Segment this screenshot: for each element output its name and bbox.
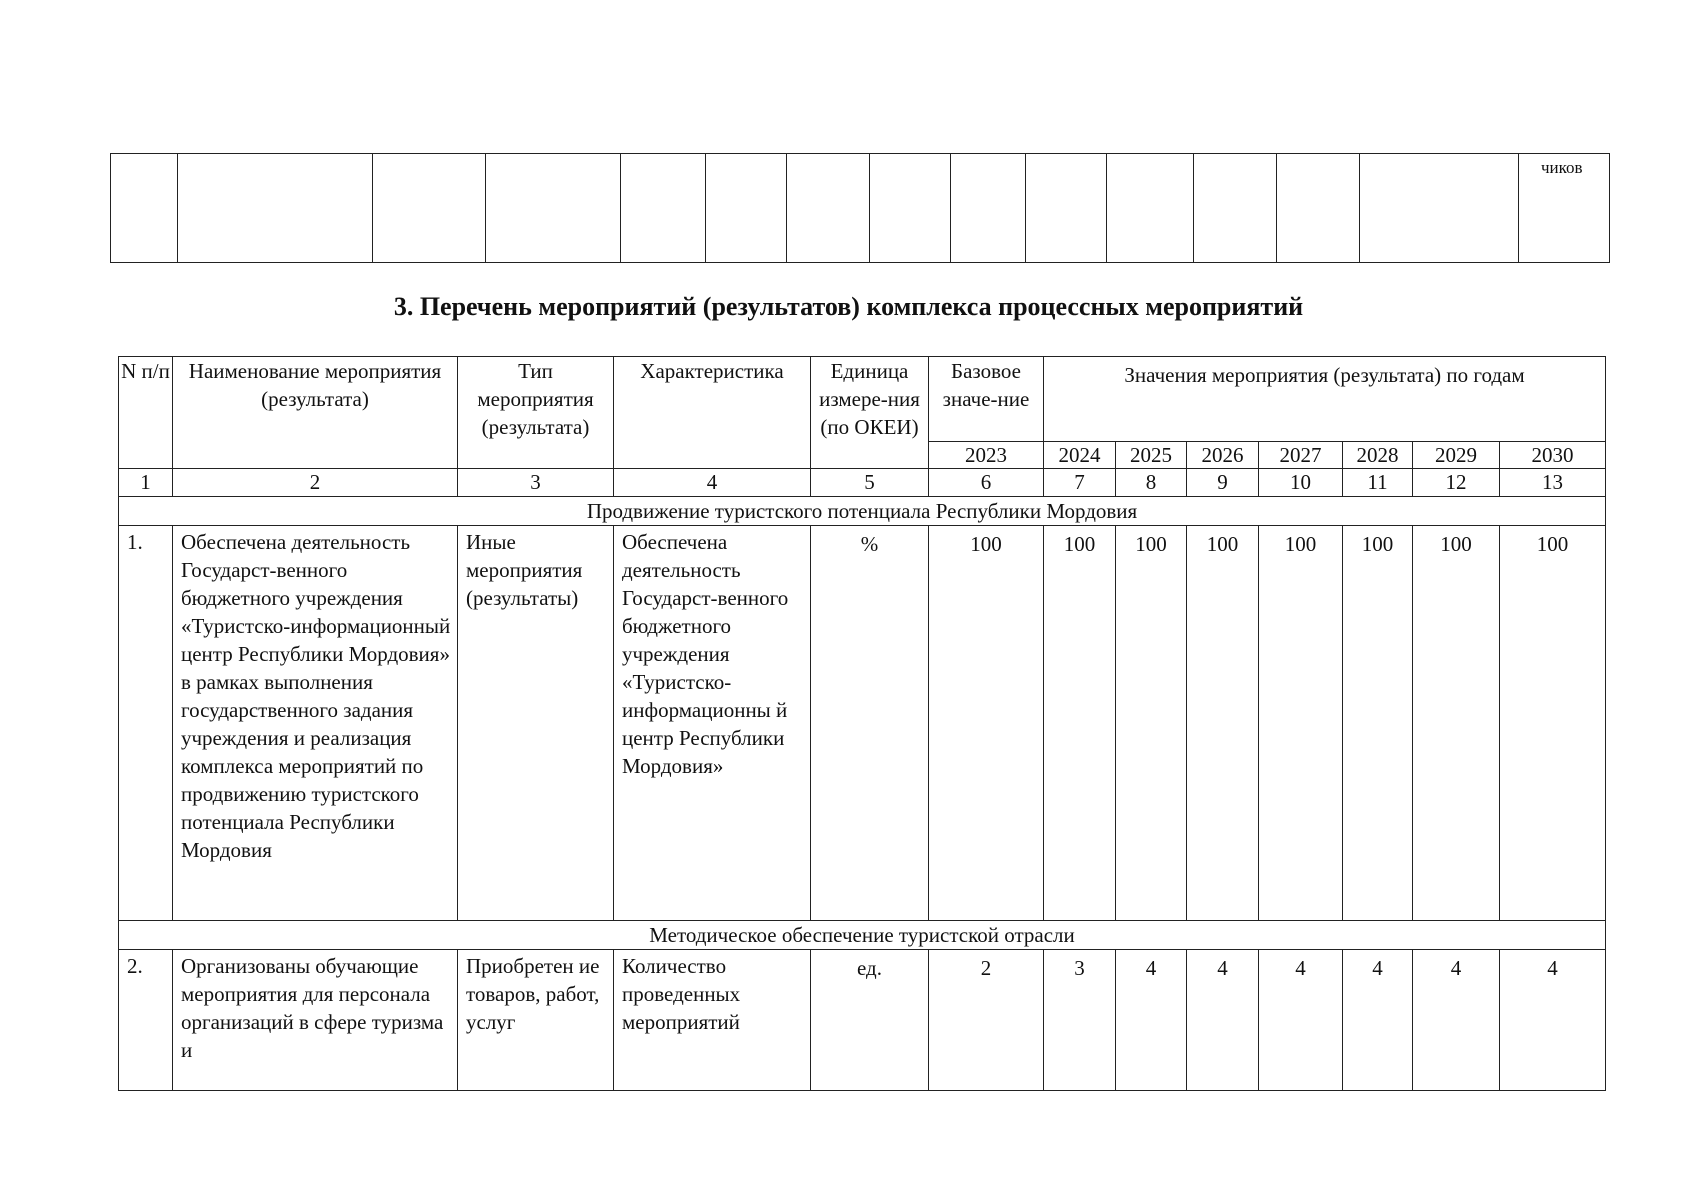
table-cell [1026, 154, 1107, 263]
table-row [119, 526, 1606, 921]
header-base-year: 2023 [929, 442, 1044, 469]
section-header-row [119, 497, 1606, 526]
table-cell [870, 154, 951, 263]
row-year-value: 4 [1343, 950, 1413, 1091]
column-number: 6 [929, 469, 1044, 497]
column-number: 4 [614, 469, 811, 497]
row-name: Обеспечена деятельность Государст-венного бюджетного учреждения «Туристско-информационный центр Республики Мордовия» в рамках выполнения государственного задания учреждения и реализация комплекса мероприятий по продвижению туристского потенциала Республики Мордовия [173, 526, 458, 921]
row-base-value: 100 [929, 526, 1044, 921]
row-type: Приобретен ие товаров, работ, услуг [458, 950, 614, 1091]
header-year: 2026 [1187, 442, 1259, 469]
column-number: 11 [1343, 469, 1413, 497]
row-name: Организованы обучающие мероприятия для персонала организаций в сфере туризма и [173, 950, 458, 1091]
row-year-value: 100 [1413, 526, 1500, 921]
header-row [119, 357, 1606, 442]
row-year-value: 4 [1259, 950, 1343, 1091]
section-heading: Методическое обеспечение туристской отрасли [119, 921, 1606, 950]
table-cell [951, 154, 1026, 263]
table-cell [787, 154, 870, 263]
column-number: 1 [119, 469, 173, 497]
previous-table-fragment [110, 153, 1610, 263]
row-year-value: 100 [1116, 526, 1187, 921]
row-type: Иные мероприятия (результаты) [458, 526, 614, 921]
row-year-value: 100 [1500, 526, 1606, 921]
column-number: 13 [1500, 469, 1606, 497]
table-cell [621, 154, 706, 263]
table-row [119, 950, 1606, 1091]
table-cell [706, 154, 787, 263]
row-year-value: 100 [1187, 526, 1259, 921]
row-year-value: 100 [1259, 526, 1343, 921]
table-cell [373, 154, 486, 263]
row-unit: ед. [811, 950, 929, 1091]
row-number: 2. [119, 950, 173, 1091]
table-cell [1277, 154, 1360, 263]
table-row [111, 154, 1610, 263]
row-number: 1. [119, 526, 173, 921]
row-unit: % [811, 526, 929, 921]
row-year-value: 100 [1343, 526, 1413, 921]
row-characteristic: Обеспечена деятельность Государст-венного бюджетного учреждения «Туристско-информационны й центр Республики Мордовия» [614, 526, 811, 921]
section-heading: Продвижение туристского потенциала Республики Мордовия [119, 497, 1606, 526]
row-characteristic: Количество проведенных мероприятий [614, 950, 811, 1091]
header-type: Тип мероприятия (результата) [458, 357, 614, 469]
column-numbers-row [119, 469, 1606, 497]
header-year: 2029 [1413, 442, 1500, 469]
row-year-value: 4 [1116, 950, 1187, 1091]
table-cell [1194, 154, 1277, 263]
row-year-value: 4 [1413, 950, 1500, 1091]
column-number: 2 [173, 469, 458, 497]
header-name: Наименование мероприятия (результата) [173, 357, 458, 469]
header-year: 2025 [1116, 442, 1187, 469]
table-cell [111, 154, 178, 263]
column-number: 10 [1259, 469, 1343, 497]
header-characteristic: Характеристика [614, 357, 811, 469]
header-year: 2028 [1343, 442, 1413, 469]
section-header-row [119, 921, 1606, 950]
row-year-value: 3 [1044, 950, 1116, 1091]
top-table-note: чиков [1519, 154, 1610, 263]
header-year: 2027 [1259, 442, 1343, 469]
header-values-by-year: Значения мероприятия (результата) по годам [1044, 357, 1606, 442]
table-cell [486, 154, 621, 263]
row-base-value: 2 [929, 950, 1044, 1091]
column-number: 8 [1116, 469, 1187, 497]
row-year-value: 4 [1500, 950, 1606, 1091]
header-year: 2030 [1500, 442, 1606, 469]
section-title: 3. Перечень мероприятий (результатов) комплекса процессных мероприятий [393, 292, 1304, 321]
measures-table [118, 356, 1606, 1091]
row-year-value: 100 [1044, 526, 1116, 921]
header-n: N п/п [119, 357, 173, 469]
column-number: 9 [1187, 469, 1259, 497]
column-number: 12 [1413, 469, 1500, 497]
header-base: Базовое значе-ние [929, 357, 1044, 442]
table-cell [1360, 154, 1519, 263]
table-cell [178, 154, 373, 263]
table-cell [1107, 154, 1194, 263]
column-number: 3 [458, 469, 614, 497]
column-number: 7 [1044, 469, 1116, 497]
header-year: 2024 [1044, 442, 1116, 469]
row-year-value: 4 [1187, 950, 1259, 1091]
column-number: 5 [811, 469, 929, 497]
header-unit: Единица измере-ния (по ОКЕИ) [811, 357, 929, 469]
